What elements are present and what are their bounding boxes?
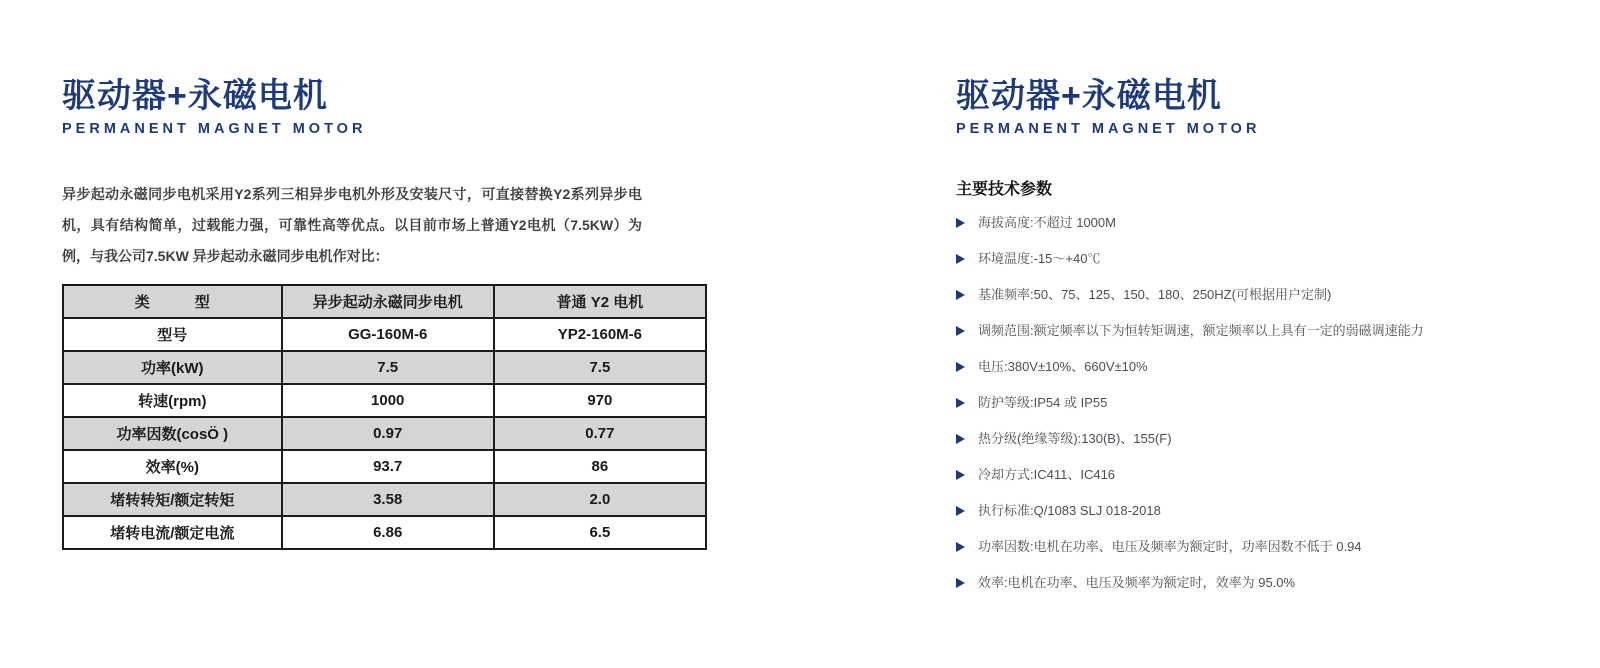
row-pm-value: GG-160M-6	[282, 318, 494, 351]
param-text: 防护等级:IP54 或 IP55	[978, 395, 1108, 410]
row-y2-value: 6.5	[494, 516, 706, 549]
bullet-arrow-icon	[956, 578, 965, 588]
table-header-row	[63, 285, 706, 318]
row-y2-value: 86	[494, 450, 706, 483]
table-header-type: 类 型	[63, 285, 282, 318]
tech-params-heading: 主要技术参数	[956, 181, 1053, 198]
bullet-arrow-icon	[956, 290, 965, 300]
page-title: 驱动器+永磁电机	[956, 77, 1222, 115]
comparison-table	[62, 284, 707, 550]
intro-paragraph: 异步起动永磁同步电机采用Y2系列三相异步电机外形及安装尺寸，可直接替换Y2系列异步电机，具有结构简单，过载能力强，可靠性高等优点。以目前市场上普通Y2电机（7.5KW）为例，与我公司7.5KW 异步起动永磁同步电机作对比：	[62, 186, 642, 264]
bullet-arrow-icon	[956, 506, 965, 516]
bullet-arrow-icon	[956, 218, 965, 228]
param-text: 效率:电机在功率、电压及频率为额定时，效率为 95.0%	[978, 575, 1296, 590]
row-pm-value: 6.86	[282, 516, 494, 549]
bullet-arrow-icon	[956, 254, 965, 264]
right-page-panel	[956, 77, 1566, 610]
left-page-panel	[62, 77, 707, 550]
row-label: 功率因数(cosÖ )	[63, 417, 282, 450]
row-label: 堵转转矩/额定转矩	[63, 483, 282, 516]
row-pm-value: 7.5	[282, 351, 494, 384]
page-title: 驱动器+永磁电机	[62, 77, 328, 115]
row-pm-value: 93.7	[282, 450, 494, 483]
param-item	[956, 430, 1566, 448]
table-header-pm-motor: 异步起动永磁同步电机	[282, 285, 494, 318]
param-text: 基准频率:50、75、125、150、180、250HZ(可根据用户定制)	[978, 287, 1332, 302]
param-text: 调频范围:额定频率以下为恒转矩调速，额定频率以上具有一定的弱磁调速能力	[978, 323, 1424, 338]
tech-params-list	[956, 214, 1566, 592]
table-row-power-factor	[63, 417, 706, 450]
row-y2-value: 0.77	[494, 417, 706, 450]
row-y2-value: YP2-160M-6	[494, 318, 706, 351]
table-row-efficiency	[63, 450, 706, 483]
bullet-arrow-icon	[956, 542, 965, 552]
table-header-y2-motor: 普通 Y2 电机	[494, 285, 706, 318]
table-row-model	[63, 318, 706, 351]
row-label: 功率(kW)	[63, 351, 282, 384]
param-item	[956, 286, 1566, 304]
bullet-arrow-icon	[956, 326, 965, 336]
param-item	[956, 394, 1566, 412]
bullet-arrow-icon	[956, 434, 965, 444]
row-label: 堵转电流/额定电流	[63, 516, 282, 549]
param-text: 环境温度:-15～+40℃	[978, 251, 1101, 266]
table-row-speed	[63, 384, 706, 417]
bullet-arrow-icon	[956, 362, 965, 372]
param-item	[956, 250, 1566, 268]
row-label: 效率(%)	[63, 450, 282, 483]
table-row-locked-torque	[63, 483, 706, 516]
param-item	[956, 538, 1566, 556]
bullet-arrow-icon	[956, 470, 965, 480]
param-item	[956, 466, 1566, 484]
row-pm-value: 3.58	[282, 483, 494, 516]
param-text: 功率因数:电机在功率、电压及频率为额定时，功率因数不低于 0.94	[978, 539, 1362, 554]
page-subtitle: PERMANENT MAGNET MOTOR	[956, 121, 1261, 137]
row-pm-value: 0.97	[282, 417, 494, 450]
row-y2-value: 7.5	[494, 351, 706, 384]
param-item	[956, 214, 1566, 232]
param-text: 冷却方式:IC411、IC416	[978, 467, 1116, 482]
row-y2-value: 2.0	[494, 483, 706, 516]
row-label: 转速(rpm)	[63, 384, 282, 417]
param-text: 电压:380V±10%、660V±10%	[978, 359, 1148, 374]
row-pm-value: 1000	[282, 384, 494, 417]
param-text: 热分级(绝缘等级):130(B)、155(F)	[978, 431, 1172, 446]
table-row-locked-current	[63, 516, 706, 549]
param-item	[956, 358, 1566, 376]
row-label: 型号	[63, 318, 282, 351]
param-text: 海拔高度:不超过 1000M	[978, 215, 1116, 230]
table-row-power	[63, 351, 706, 384]
param-item	[956, 502, 1566, 520]
param-item	[956, 574, 1566, 592]
bullet-arrow-icon	[956, 398, 965, 408]
param-item	[956, 322, 1566, 340]
row-y2-value: 970	[494, 384, 706, 417]
page-subtitle: PERMANENT MAGNET MOTOR	[62, 121, 367, 137]
param-text: 执行标准:Q/1083 SLJ 018-2018	[978, 503, 1161, 518]
